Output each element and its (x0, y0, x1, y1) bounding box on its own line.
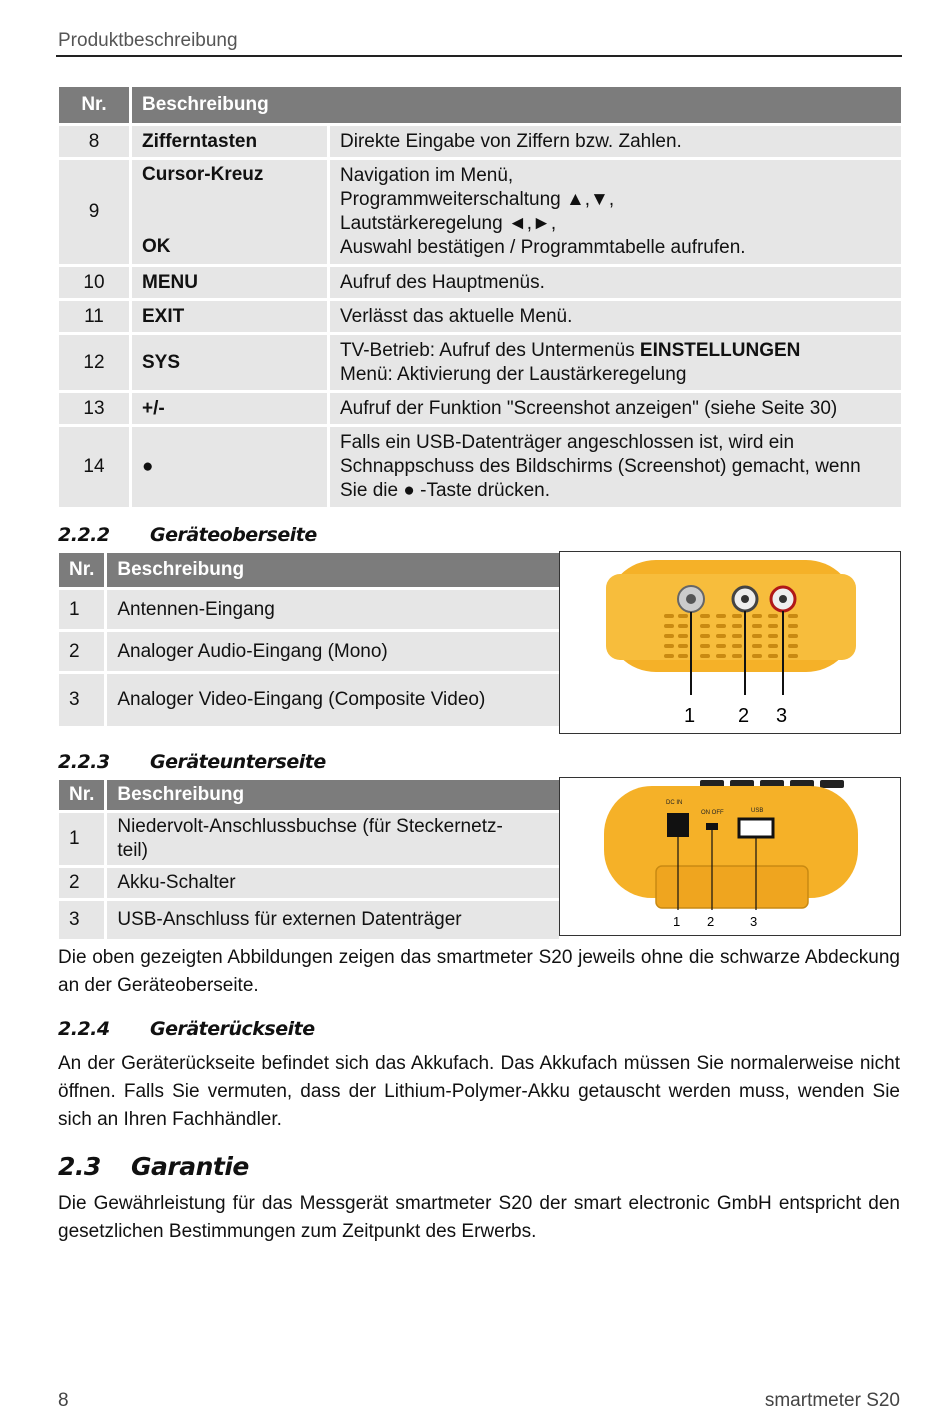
row-desc: Aufruf des Hauptmenüs. (330, 267, 901, 298)
row-key (132, 160, 327, 264)
table-row (59, 126, 901, 157)
col-header-desc: Beschreibung (132, 87, 901, 123)
page-number: 8 (58, 1390, 69, 1411)
video-port (771, 587, 795, 611)
row-key: ● (132, 427, 327, 507)
table-row (59, 427, 901, 507)
desc-line: teil) (117, 840, 148, 861)
table-row (59, 868, 559, 898)
section-heading-top (58, 524, 317, 546)
device-top-illustration (560, 552, 900, 733)
label-dc: DC IN (666, 800, 683, 806)
row-desc: Aufruf der Funktion "Screenshot anzeigen" (siehe Seite 30) (330, 393, 901, 424)
table-row (59, 590, 559, 629)
bottom-ports-table (56, 777, 562, 942)
row-nr: 3 (59, 674, 104, 726)
row-desc (107, 813, 559, 865)
device-bottom-illustration (560, 778, 900, 935)
desc-text: TV-Betrieb: Aufruf des Untermenüs (340, 339, 640, 361)
key-cursor: Cursor-Kreuz (142, 164, 264, 185)
row-desc (330, 427, 901, 507)
callout-1: 1 (684, 705, 696, 727)
desc-line: Niedervolt-Anschlussbuchse (für Steckernetz- (117, 816, 503, 837)
table-row (59, 335, 901, 390)
callout-3: 3 (750, 914, 758, 929)
running-header: Produktbeschreibung (58, 30, 238, 51)
table-row (59, 632, 559, 671)
row-desc (330, 335, 901, 390)
header-rule (56, 55, 902, 57)
table-row (59, 160, 901, 264)
table-header-row (59, 553, 559, 587)
back-paragraph: An der Geräterückseite befindet sich das Akkufach. Das Akkufach müssen Sie normalerweise nicht öffnen. Falls Sie vermuten, dass der Lithium-Polymer-Akku getauscht werden muss, wenden Sie sich an Ihren Fachhändler. (58, 1053, 900, 1130)
section-title: Garantie (131, 1152, 249, 1181)
battery-cover (656, 866, 808, 908)
section-number: 2.3 (58, 1152, 101, 1181)
table-row (59, 301, 901, 332)
device-panel (606, 574, 856, 660)
desc-line: Lautstärkeregelung ◄,►, (340, 213, 557, 234)
table-row (59, 901, 559, 939)
row-key: Zifferntasten (132, 126, 327, 157)
table-header-row (59, 87, 901, 123)
callout-2: 2 (738, 705, 750, 727)
remote-keys-table (56, 84, 904, 510)
col-header-nr: Nr. (59, 87, 129, 123)
row-desc: Akku-Schalter (107, 868, 559, 898)
row-nr: 2 (59, 632, 104, 671)
section-number: 2.2.4 (58, 1018, 110, 1040)
row-key: MENU (132, 267, 327, 298)
section-heading-back (58, 1018, 315, 1040)
section-title: Geräterückseite (150, 1018, 315, 1040)
desc-line: Navigation im Menü, (340, 165, 514, 186)
row-nr: 11 (59, 301, 129, 332)
row-desc: Direkte Eingabe von Ziffern bzw. Zahlen. (330, 126, 901, 157)
row-desc (330, 160, 901, 264)
desc-line: Programmweiterschaltung ▲,▼, (340, 189, 615, 210)
power-switch (706, 823, 718, 830)
section-heading-warranty (58, 1152, 249, 1181)
warranty-paragraph: Die Gewährleistung für das Messgerät smartmeter S20 der smart electronic GmbH entspricht den gesetzlichen Bestimmungen zum Zeitpunkt des Erwerbs. (58, 1193, 900, 1242)
table-row (59, 393, 901, 424)
desc-line: Auswahl bestätigen / Programmtabelle aufrufen. (340, 237, 746, 258)
key-ok: OK (142, 236, 171, 257)
table-row (59, 674, 559, 726)
desc-line: Sie die ● -Taste drücken. (340, 480, 551, 501)
images-note-paragraph: Die oben gezeigten Abbildungen zeigen das smartmeter S20 jeweils ohne die schwarze Abdeckung an der Geräteoberseite. (58, 947, 900, 996)
footer-product: smartmeter S20 (764, 1390, 900, 1411)
section-heading-bottom (58, 751, 326, 773)
col-header-nr: Nr. (59, 553, 104, 587)
device-bottom-image (559, 777, 901, 936)
desc-line (340, 339, 891, 363)
desc-line: Schnappschuss des Bildschirms (Screenshot) gemacht, wenn (340, 456, 861, 477)
row-nr: 8 (59, 126, 129, 157)
desc-line: Falls ein USB-Datenträger angeschlossen ist, wird ein (340, 432, 795, 453)
row-desc: Analoger Audio-Eingang (Mono) (107, 632, 559, 671)
device-top-image (559, 551, 901, 734)
section-number: 2.2.3 (58, 751, 110, 773)
row-nr: 1 (59, 590, 104, 629)
col-header-desc: Beschreibung (107, 780, 559, 810)
audio-port (733, 587, 757, 611)
row-key: EXIT (132, 301, 327, 332)
dc-jack (667, 813, 689, 837)
table-row (59, 813, 559, 865)
usb-port (739, 819, 773, 837)
table-header-row (59, 780, 559, 810)
desc-bold: EINSTELLUNGEN (639, 339, 801, 361)
row-desc: USB-Anschluss für externen Datenträger (107, 901, 559, 939)
section-number: 2.2.2 (58, 524, 110, 546)
row-key: SYS (132, 335, 327, 390)
row-desc: Analoger Video-Eingang (Composite Video) (107, 674, 559, 726)
desc-line: Menü: Aktivierung der Laustärkeregelung (340, 363, 687, 385)
table-row (59, 267, 901, 298)
top-ports-table (56, 550, 562, 729)
row-nr: 2 (59, 868, 104, 898)
row-nr: 3 (59, 901, 104, 939)
col-header-desc: Beschreibung (107, 553, 559, 587)
row-nr: 14 (59, 427, 129, 507)
row-desc: Verlässt das aktuelle Menü. (330, 301, 901, 332)
section-title: Geräteunterseite (150, 751, 326, 773)
col-header-nr: Nr. (59, 780, 104, 810)
section-title: Geräteoberseite (150, 524, 317, 546)
callout-3: 3 (776, 705, 788, 727)
row-nr: 13 (59, 393, 129, 424)
row-key: +/- (132, 393, 327, 424)
callout-2: 2 (707, 914, 715, 929)
label-onoff: ON OFF (701, 810, 724, 816)
row-nr: 12 (59, 335, 129, 390)
row-nr: 1 (59, 813, 104, 865)
label-usb: USB (751, 808, 764, 814)
antenna-port (678, 586, 704, 612)
row-desc: Antennen-Eingang (107, 590, 559, 629)
row-nr: 9 (59, 160, 129, 264)
row-nr: 10 (59, 267, 129, 298)
callout-1: 1 (673, 914, 681, 929)
